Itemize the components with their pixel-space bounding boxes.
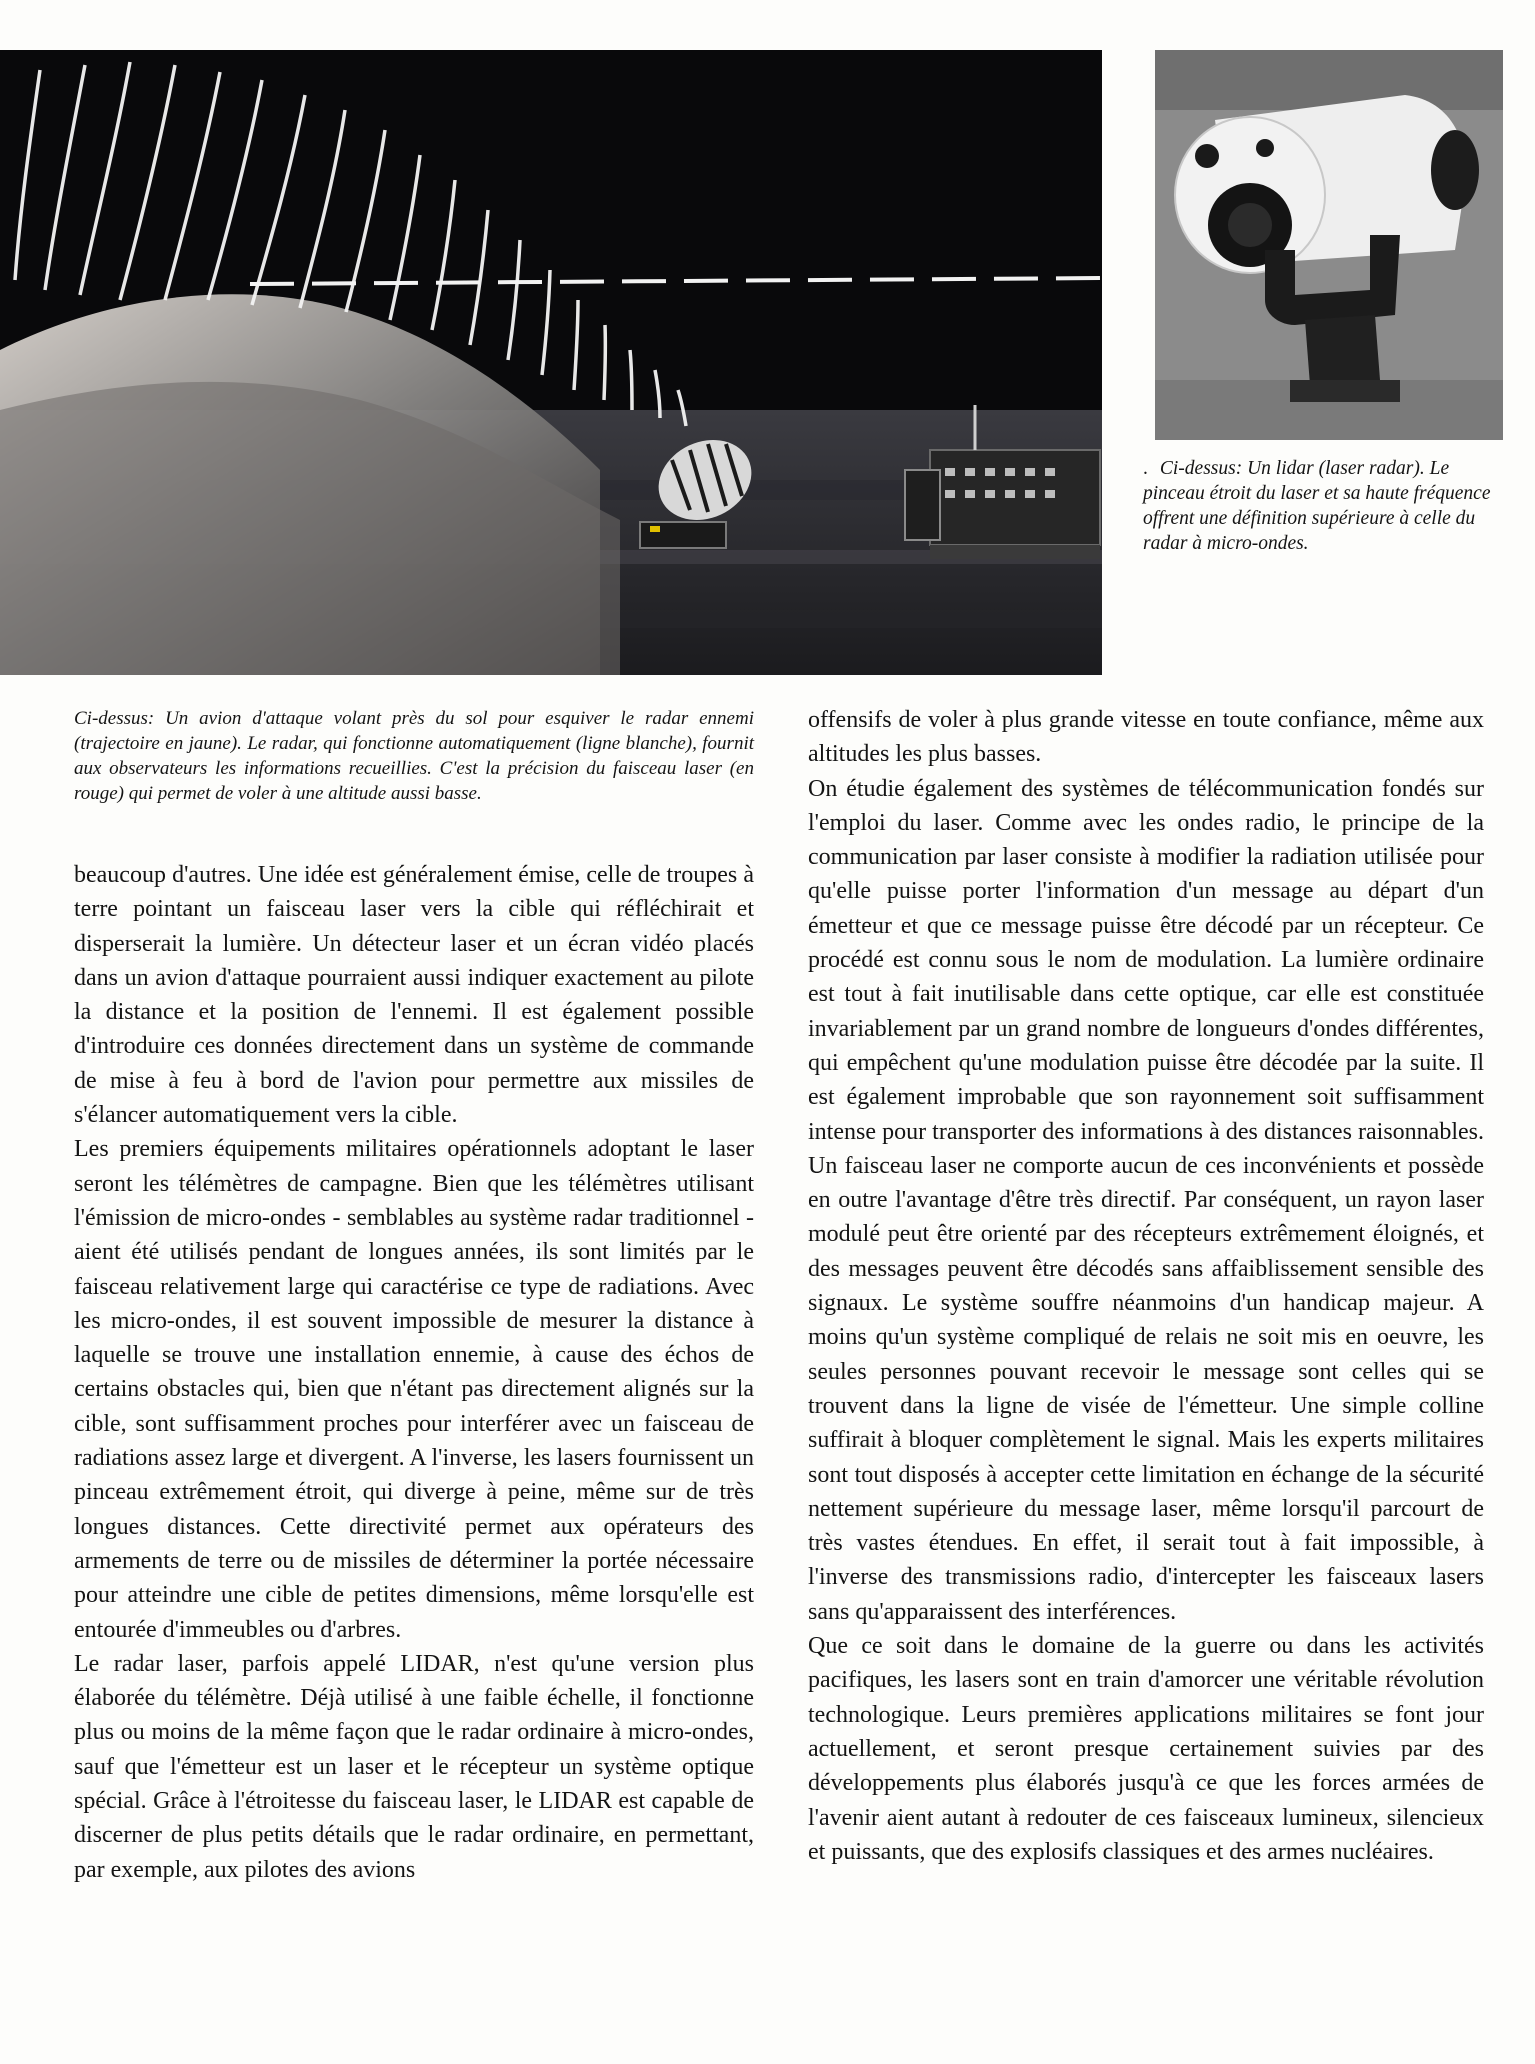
lidar-device-icon <box>1155 50 1503 440</box>
paragraph: Que ce soit dans le domaine de la guerre ou dans les activités pacifiques, les lasers sont en train d'amorcer une véritable révolution technologique. Leurs premières applications militaires se font jour actuellement, et seront presque certainement suivies par des développements plus élaborés jusqu'à ce que les forces armées de l'avenir aient autant à redouter de ces faisceaux lumineux, silencieux et puissants, que des explosifs classiques et des armes nucléaires. <box>808 1633 1484 1865</box>
right-text-column <box>808 703 1484 1869</box>
paragraph: offensifs de voler à plus grande vitesse en toute confiance, même aux altitudes les plus basses. <box>808 707 1484 768</box>
lidar-photo <box>1155 50 1503 440</box>
paragraph: On étudie également des systèmes de télécommunication fondés sur l'emploi du laser. Comme avec les ondes radio, le principe de la communication par laser consiste à modifier la radiation utilisée pour qu'elle puisse porter l'information d'un message au départ d'un émetteur et que ce message puisse être décodé par un récepteur. Ce procédé est connu sous le nom de modulation. La lumière ordinaire est tout à fait inutilisable dans cette optique, car elle est constituée invariablement par un grand nombre de longueurs d'ondes différentes, qui empêchent qu'une modulation puisse être décodée par la suite. Il est également improbable que son rayonnement soit suffisamment intense pour transporter des informations à des distances raisonnables. Un faisceau laser ne comporte aucun de ces inconvénients et possède en outre l'avantage d'être très directif. Par conséquent, un rayon laser modulé peut être orienté par des récepteurs extrêmement éloignés, et des messages peuvent être décodés sans affaiblissement sensible des signaux. Le système souffre néanmoins d'un handicap majeur. A moins qu'un système compliqué de relais ne soit mis en oeuvre, les seules personnes pouvant recevoir le message sont celles qui se trouvent dans la ligne de visée de l'émetteur. Une simple colline suffirait à bloquer complètement le signal. Mais les experts militaires sont tout disposés à accepter cette limitation en échange de la sécurité nettement supérieure du message laser, même lorsqu'il parcourt de très vastes étendues. En effet, il serait tout à fait impossible, à l'inverse des transmissions radio, d'intercepter les faisceaux lasers sans qu'apparaissent des interférences. <box>808 775 1484 1625</box>
paragraph: Les premiers équipements militaires opérationnels adoptant le laser seront les télémètres de campagne. Bien que les télémètres utilisant l'émission de micro-ondes - semblables au système radar traditionnel - aient été utilisés pendant de longues années, ils sont limités par le faisceau relativement large qui caractérise ce type de radiations. Avec les micro-ondes, il est souvent impossible de mesurer la distance à laquelle se trouve une installation ennemie, à cause des échos de certains obstacles qui, bien que n'étant pas directement alignés sur la cible, sont suffisamment proches pour interférer avec un faisceau de radiations assez large et divergent. A l'inverse, les lasers fournissent un pinceau extrêmement étroit, qui diverge à peine, même sur de très longues distances. Cette directivité permet aux opérateurs des armements de terre ou de missiles de déterminer la portée nécessaire pour atteindre une cible de petites dimensions, même lorsqu'elle est entourée d'immeubles ou d'arbres. <box>74 1136 754 1643</box>
paragraph: beaucoup d'autres. Une idée est généralement émise, celle de troupes à terre pointant un faisceau laser vers la cible qui réfléchirait et disperserait la lumière. Un détecteur laser et un écran vidéo placés dans un avion d'attaque pourraient aussi indiquer exactement au pilote la distance et la position de l'ennemi. Il est également possible d'introduire ces données directement dans un système de commande de mise à feu à bord de l'avion pour permettre aux missiles de s'élancer automatiquement vers la cible. <box>74 862 754 1129</box>
attack-plane-laser-scene-icon <box>0 50 1102 675</box>
attack-plane-photo <box>0 50 1102 675</box>
caption-marker: . <box>1143 458 1148 479</box>
attack-plane-caption: Ci-dessus: Un avion d'attaque volant près du sol pour esquiver le radar ennemi (trajectoire en jaune). Le radar, qui fonctionne automatiquement (ligne blanche), fournit aux observateurs les informations recueillies. C'est la précision du faisceau laser (en rouge) qui permet de voler à une altitude aussi basse. <box>74 708 754 804</box>
left-text-column <box>74 858 754 1887</box>
paragraph: Le radar laser, parfois appelé LIDAR, n'est qu'une version plus élaborée du télémètre. Déjà utilisé à une faible échelle, il fonctionne plus ou moins de la même façon que le radar ordinaire à micro-ondes, sauf que l'émetteur est un laser et le récepteur un système optique spécial. Grâce à l'étroitesse du faisceau laser, le LIDAR est capable de discerner de plus petits détails que le radar ordinaire, en permettant, par exemple, aux pilotes des avions <box>74 1650 754 1883</box>
lidar-caption <box>1143 456 1511 556</box>
lidar-caption-text: Ci-dessus: Un lidar (laser radar). Le pinceau étroit du laser et sa haute fréquence offrent une définition supérieure à celle du radar à micro-ondes. <box>1143 458 1491 554</box>
